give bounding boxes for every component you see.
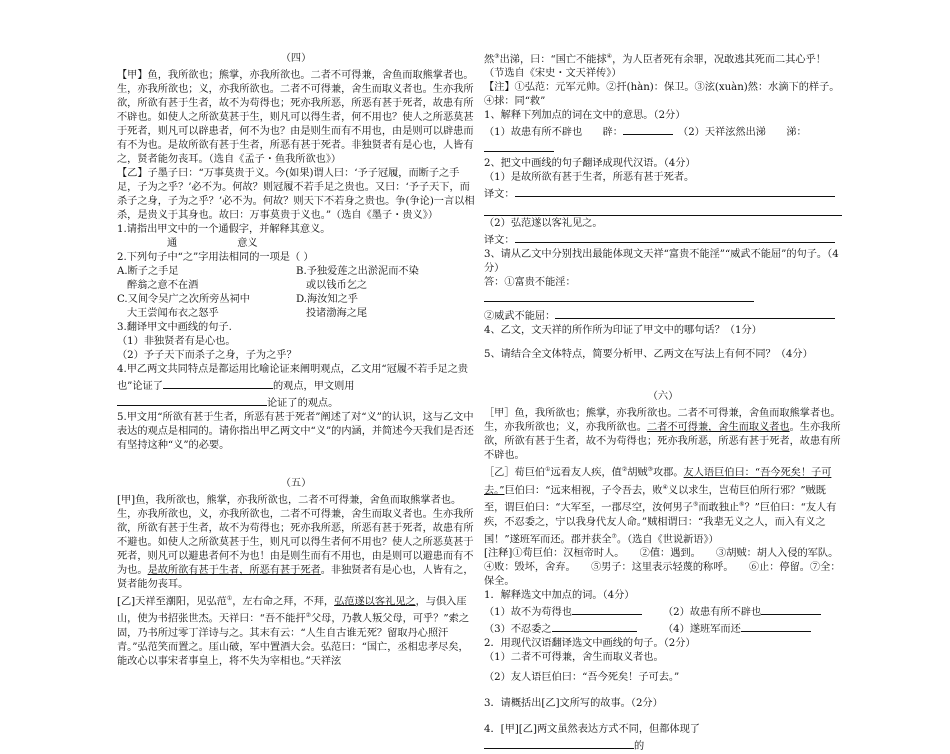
s6-q1a-blank[interactable] <box>572 603 642 615</box>
s5-q3b <box>484 307 842 324</box>
s6-q1-row2 <box>484 620 842 637</box>
s6-jia-text-a: ［甲］鱼，我所欲也；熊掌，亦我所欲也。二者不可得兼，舍鱼而取熊掌者也。生，亦我所欲也；义，亦我所欲也。 <box>484 408 841 434</box>
s4-q4-blank2[interactable] <box>117 394 267 406</box>
s6-q1: 1．解释选文中加点的词。（4分） <box>484 589 635 601</box>
s6-yi-i: 。（选自《世说新语》） <box>616 533 719 545</box>
s6-q1-row1 <box>484 603 842 620</box>
s4-q2-B1: B.予独爱莲之出淤泥而不染 <box>296 266 419 277</box>
s5-yi-underlined: 弘范遂以客礼见之 <box>334 596 416 608</box>
s5-q2a-blank[interactable] <box>515 185 835 197</box>
s4-q1-answer-row <box>117 237 475 251</box>
s4-q2-C1: C.又间令吴广之次所旁丛祠中 <box>117 294 250 305</box>
s6-passage-jia <box>484 407 842 463</box>
s5-q1a: （1）故患有所不辟也 辟： <box>484 127 623 139</box>
s5-q2b-answer <box>484 231 842 248</box>
s5-q1a-blank[interactable] <box>623 123 673 135</box>
s6-yi-d: 攻郡。 <box>652 467 684 479</box>
s4-passage-yi: 【乙】子墨子曰：“万事莫贵于义。今(如果)谓人曰：‘予子冠履，而断子之手足，子为之乎？’必不为。何故？则冠履不若手足之贵也。又曰：‘予子天下，而杀子之身，子为之乎？’必不为。何故？则天下不若身之贵也。争(争论)一言以相杀，是贵义于其身也。故曰：万事莫贵于义也。”（选自《墨子・贵义》） <box>117 168 475 221</box>
s6-q1a: （1）故不为苟得也 <box>484 606 572 618</box>
s6-q1c-blank[interactable] <box>552 620 637 632</box>
s5-q5: 5、请结合全文体特点，简要分析甲、乙两文在写法上有何不同？（4分） <box>484 349 813 361</box>
s6-yi-underlined: 友人语巨伯曰：“吾今死矣！子可去。” <box>484 467 832 497</box>
s5-q2a-label: 译文： <box>484 189 515 201</box>
s5c-text-c: ，为人臣者死有余罪，况敢逃其死而二其心乎！（节选自《宋史・文天祥传》） <box>484 54 826 80</box>
s4-q1: 1.请指出甲文中的一个通假字，并解释其意义。 <box>117 224 331 235</box>
s6-q4 <box>484 723 842 754</box>
s6-q2: 2．用现代汉语翻译选文中画线的句子。（2分） <box>484 637 696 649</box>
s5-jia-text-b: 。非独贤者有是心也，人皆有之，贤者能勿丧耳。 <box>117 565 474 590</box>
s4-q4-text-a: 4.甲乙两文共同特点是都运用比喻论证来阐明观点，乙文用“冠履不若手足之贵也”论证了 <box>117 364 469 392</box>
section-6-title: （六） <box>647 391 679 403</box>
s6-q4-text-a: 4．[甲][乙]两文虽然表达方式不同，但都体现了 <box>484 723 700 735</box>
s4-q1-tong: 通 <box>167 238 178 249</box>
s6-yi-g: 而敢独止 <box>698 502 740 514</box>
s4-q2-row1 <box>117 265 475 279</box>
section-4-title: （四） <box>280 53 312 64</box>
s5-q2b-label: 译文： <box>484 235 515 247</box>
s6-yi-b: 远看友人疾，值 <box>550 467 622 479</box>
s4-q2-row3 <box>117 293 475 307</box>
s5-q2: 2、把文中画线的句子翻译成现代汉语。（4分） <box>484 158 696 170</box>
s5-notes: 【注】①弘范：元军元帅。②扞(hàn)：保卫。③泫(xuàn)然：水滴下的样子。④捄：同“救” <box>484 82 840 108</box>
s4-q4-text-d: 的观点。 <box>297 398 339 409</box>
s4-q4-text-c: 论证了 <box>267 398 298 409</box>
s6-q2a: （1）二者不可得兼，舍生而取义者也。 <box>484 651 664 663</box>
s4-q2-C2: 大王尝闻布衣之怒乎 <box>127 308 219 319</box>
s6-q1c: （3）不忍委之 <box>484 623 552 635</box>
s4-q2-D2: 投诸渤海之尾 <box>306 308 368 319</box>
s4-q4-blank1[interactable] <box>163 377 273 389</box>
s5-yi-text-b: ，左右命之拜，不拜， <box>232 596 335 608</box>
s5c-text-b: 出涕，曰：“国亡不能捄 <box>499 54 607 66</box>
s6-q2b: （2）友人语巨伯曰：“吾今死矣！子可去。” <box>484 671 680 683</box>
s4-q5: 5.甲文用“所欲有甚于生者，所恶有甚于死者”阐述了对“义”的认识，这与乙文中表达的观点是相同的。请你指出甲乙两文中“义”的内涵，并简述今天我们是否还有坚持这种“义”的必要。 <box>117 412 474 451</box>
s4-passage-jia: 【甲】鱼，我所欲也；熊掌，亦我所欲也。二者不可得兼，舍鱼而取熊掌者也。生，亦我所欲也；义，亦我所欲也。二者不可得兼，舍生而取义者也。生亦我所欲，所欲有甚于生者，故不为苟得也；死亦我所恶，所恶有甚于死者，故患有所不辟也。如使人之所欲莫甚于生，则凡可以得生者，何不用也？使人之所恶莫甚于死者，则凡可以辟患者，何不为也？由是则生而有不用也，由是则可以辟患而有不为也。是故所欲有甚于生者，所恶有甚于死者。非独贤者有是心也，人皆有之，贤者能勿丧耳。（选自《孟子・鱼我所欲也》） <box>117 70 474 165</box>
s5-q1-row <box>484 123 842 157</box>
s5-q1b: （2）天祥泫然出涕 涕： <box>683 127 807 139</box>
s5-yi-text-d: 父母，乃教人叛父母，可乎？”索之固，乃书所过零丁洋诗与之。其末有云：“人生自古谁无死？留取丹心照汗青。”弘范笑而置之。厓山破，军中置酒大会。弘范曰：“国亡，丞相忠孝尽矣，能改心以事宋者事皇上，将不失为宰相也。”天祥泫 <box>117 613 470 667</box>
s5-q3b-label: ②威武不能屈： <box>484 311 556 323</box>
s6-q1d: （4）遂班军而还 <box>663 623 741 635</box>
s5-yi-text-a: [乙]天祥至潮阳，见弘范 <box>117 596 227 608</box>
s5-jia-underlined: 是故所欲有甚于生者，所恶有甚于死者 <box>147 565 321 576</box>
s5-q1b-blank[interactable] <box>484 140 554 152</box>
s6-jia-underlined: 二者不可得兼，舍生而取义者也 <box>647 422 790 434</box>
s6-q3: 3．请概括出[乙]文所写的故事。（2分） <box>484 697 663 709</box>
s5-q1: 1、解释下列加点的词在文中的意思。（2分） <box>484 110 686 122</box>
s5-q2a-line2[interactable] <box>484 202 842 216</box>
s5-jia-text-a: [甲]鱼，我所欲也，熊掌，亦我所欲也，二者不可得兼，舍鱼而取熊掌者也。生，亦我所欲也，义，亦我所欲也，二者不可得兼，舍生而取义者也。生亦我所欲，所欲有甚于生者，故不为苟得也；死亦我所恶，所恶有甚于死者，故患有所不避也。如使人之所欲莫甚于生，则凡可以得生者何不用也？使人之所恶莫甚于死者，则凡可以避患者何不为也！由是则生而有不用也，由是则可以避患而有不为也。 <box>117 495 474 576</box>
s5-q3b-blank[interactable] <box>555 307 835 319</box>
s5-q4: 4、乙文，文天祥的所作所为印证了甲文中的哪句话？（1分） <box>484 325 762 337</box>
s5-passage-yi: [乙]天祥至潮阳，见弘范①，左右命之拜，不拜，弘范遂以客礼见之，与俱入厓山，使为书招张世杰。天祥曰：“吾不能扞②父母，乃教人叛父母，可乎？”索之固，乃书所过零丁洋诗与之。其末有云：“人生自古谁无死？留取丹心照汗青。”弘范笑而置之。厓山破，军中置酒大会。弘范曰：“国亡，丞相忠孝尽矣，能改心以事宋者事皇上，将不失为宰相也。”天祥泫 <box>117 595 470 667</box>
s6-yi-f: 义以求生，岂荀巨伯所行邪？”贼既至，谓巨伯曰：“大军至，一郡尽空，汝何男子 <box>484 485 826 514</box>
s5-q2a: （1）是故所欲有甚于生者，所恶有甚于死者。 <box>484 172 695 184</box>
section-5-title: （五） <box>280 478 312 489</box>
s6-yi-e: 巨伯曰：“远来相视，子令吾去，败 <box>504 485 663 497</box>
s4-q4 <box>117 363 475 411</box>
s4-q2-A2: 醉翁之意不在酒 <box>127 280 199 291</box>
s6-q4-text-b: 的 <box>634 740 645 752</box>
s4-q2-row2 <box>117 279 475 293</box>
s6-yi-h: ？”巨伯曰：“友人有疾，不忍委之，宁以我身代友人命。”贼相谓曰：“我辈无义之人，而入有义之国！”遂班军而还。郡并获全 <box>484 502 837 545</box>
s5-q3a-blank[interactable] <box>484 290 754 302</box>
s4-q2-A1: A.断子之手足 <box>117 266 179 277</box>
s6-passage-yi: ［乙］荀巨伯①远看友人疾，值②胡贼③攻郡。友人语巨伯曰：“吾今死矣！子可去。”巨伯曰：“远来相视，子令吾去，败④义以求生，岂荀巨伯所行邪？”贼既至，谓巨伯曰：“大军至，一郡尽空，汝何男子⑤而敢独止⑥？”巨伯曰：“友人有疾，不忍委之，宁以我身代友人命。”贼相谓曰：“我辈无义之人，而入有义之国！”遂班军而还。郡并获全⑦。（选自《世说新语》） <box>484 466 837 545</box>
left-column <box>117 50 475 669</box>
s5-q3a-label: 答：①富贵不能淫： <box>484 277 576 289</box>
s5-yi-text-c: ，与俱入厓山，使为书招张世杰。天祥曰：“吾不能扞 <box>117 596 467 625</box>
s5-passage-continued: 然③出涕，曰：“国亡不能捄④，为人臣者死有余罪，况敢逃其死而二其心乎！（节选自《宋史・文天祥传》） <box>484 53 826 80</box>
s4-q2-D1: D.海汝知之乎 <box>296 294 358 305</box>
s6-q1b-blank[interactable] <box>761 603 821 615</box>
s6-q1d-blank[interactable] <box>741 620 811 632</box>
s4-q4-text-b: 的观点，甲文则用 <box>272 381 355 392</box>
s6-yi-c: 胡贼 <box>627 467 648 479</box>
s6-q4-blank[interactable] <box>484 737 634 749</box>
s5-passage-jia <box>117 494 475 592</box>
s4-q2-B2: 或以钱币乞之 <box>306 280 368 291</box>
s6-notes: [注释]①荀巨伯：汉桓帝时人。 ②值：遇到。 ③胡贼：胡人入侵的军队。 ④败：毁坏，舍弃。 ⑤男子：这里表示轻蔑的称呼。 ⑥止：停留。⑦全：保全。 <box>484 547 854 587</box>
s6-yi-a: ［乙］荀巨伯 <box>484 467 546 479</box>
s5-q3a <box>484 276 842 307</box>
s5-q2a-answer <box>484 185 842 202</box>
s6-q1b: （2）故患有所不辟也 <box>663 606 762 618</box>
s5c-text-a: 然 <box>484 54 495 66</box>
s4-q3a: （1）非独贤者有是心也。 <box>117 336 236 347</box>
s5-q2b: （2）弘范遂以客礼见之。 <box>484 218 603 230</box>
s4-q2-row4 <box>117 307 475 321</box>
s5-q3: 3、请从乙文中分别找出最能体现文天祥“富贵不能淫”“威武不能屈”的句子。（4分） <box>484 249 839 275</box>
s4-q2: 2.下列句子中“之”字用法相同的一项是（ ） <box>117 252 314 263</box>
s5-q2b-blank[interactable] <box>515 231 835 243</box>
s4-q3b: （2）予子天下而杀子之身，子为之乎？ <box>117 350 297 361</box>
s4-q3: 3.翻译甲文中画线的句子. <box>117 322 232 333</box>
right-column <box>484 50 854 754</box>
s4-q1-yiyi: 意义 <box>237 238 258 249</box>
s6-jia-text-b: 。生亦我所欲，所欲有甚于生者，故不为苟得也；死亦我所恶，所恶有甚于死者，故患有所不辟也。 <box>484 422 841 462</box>
